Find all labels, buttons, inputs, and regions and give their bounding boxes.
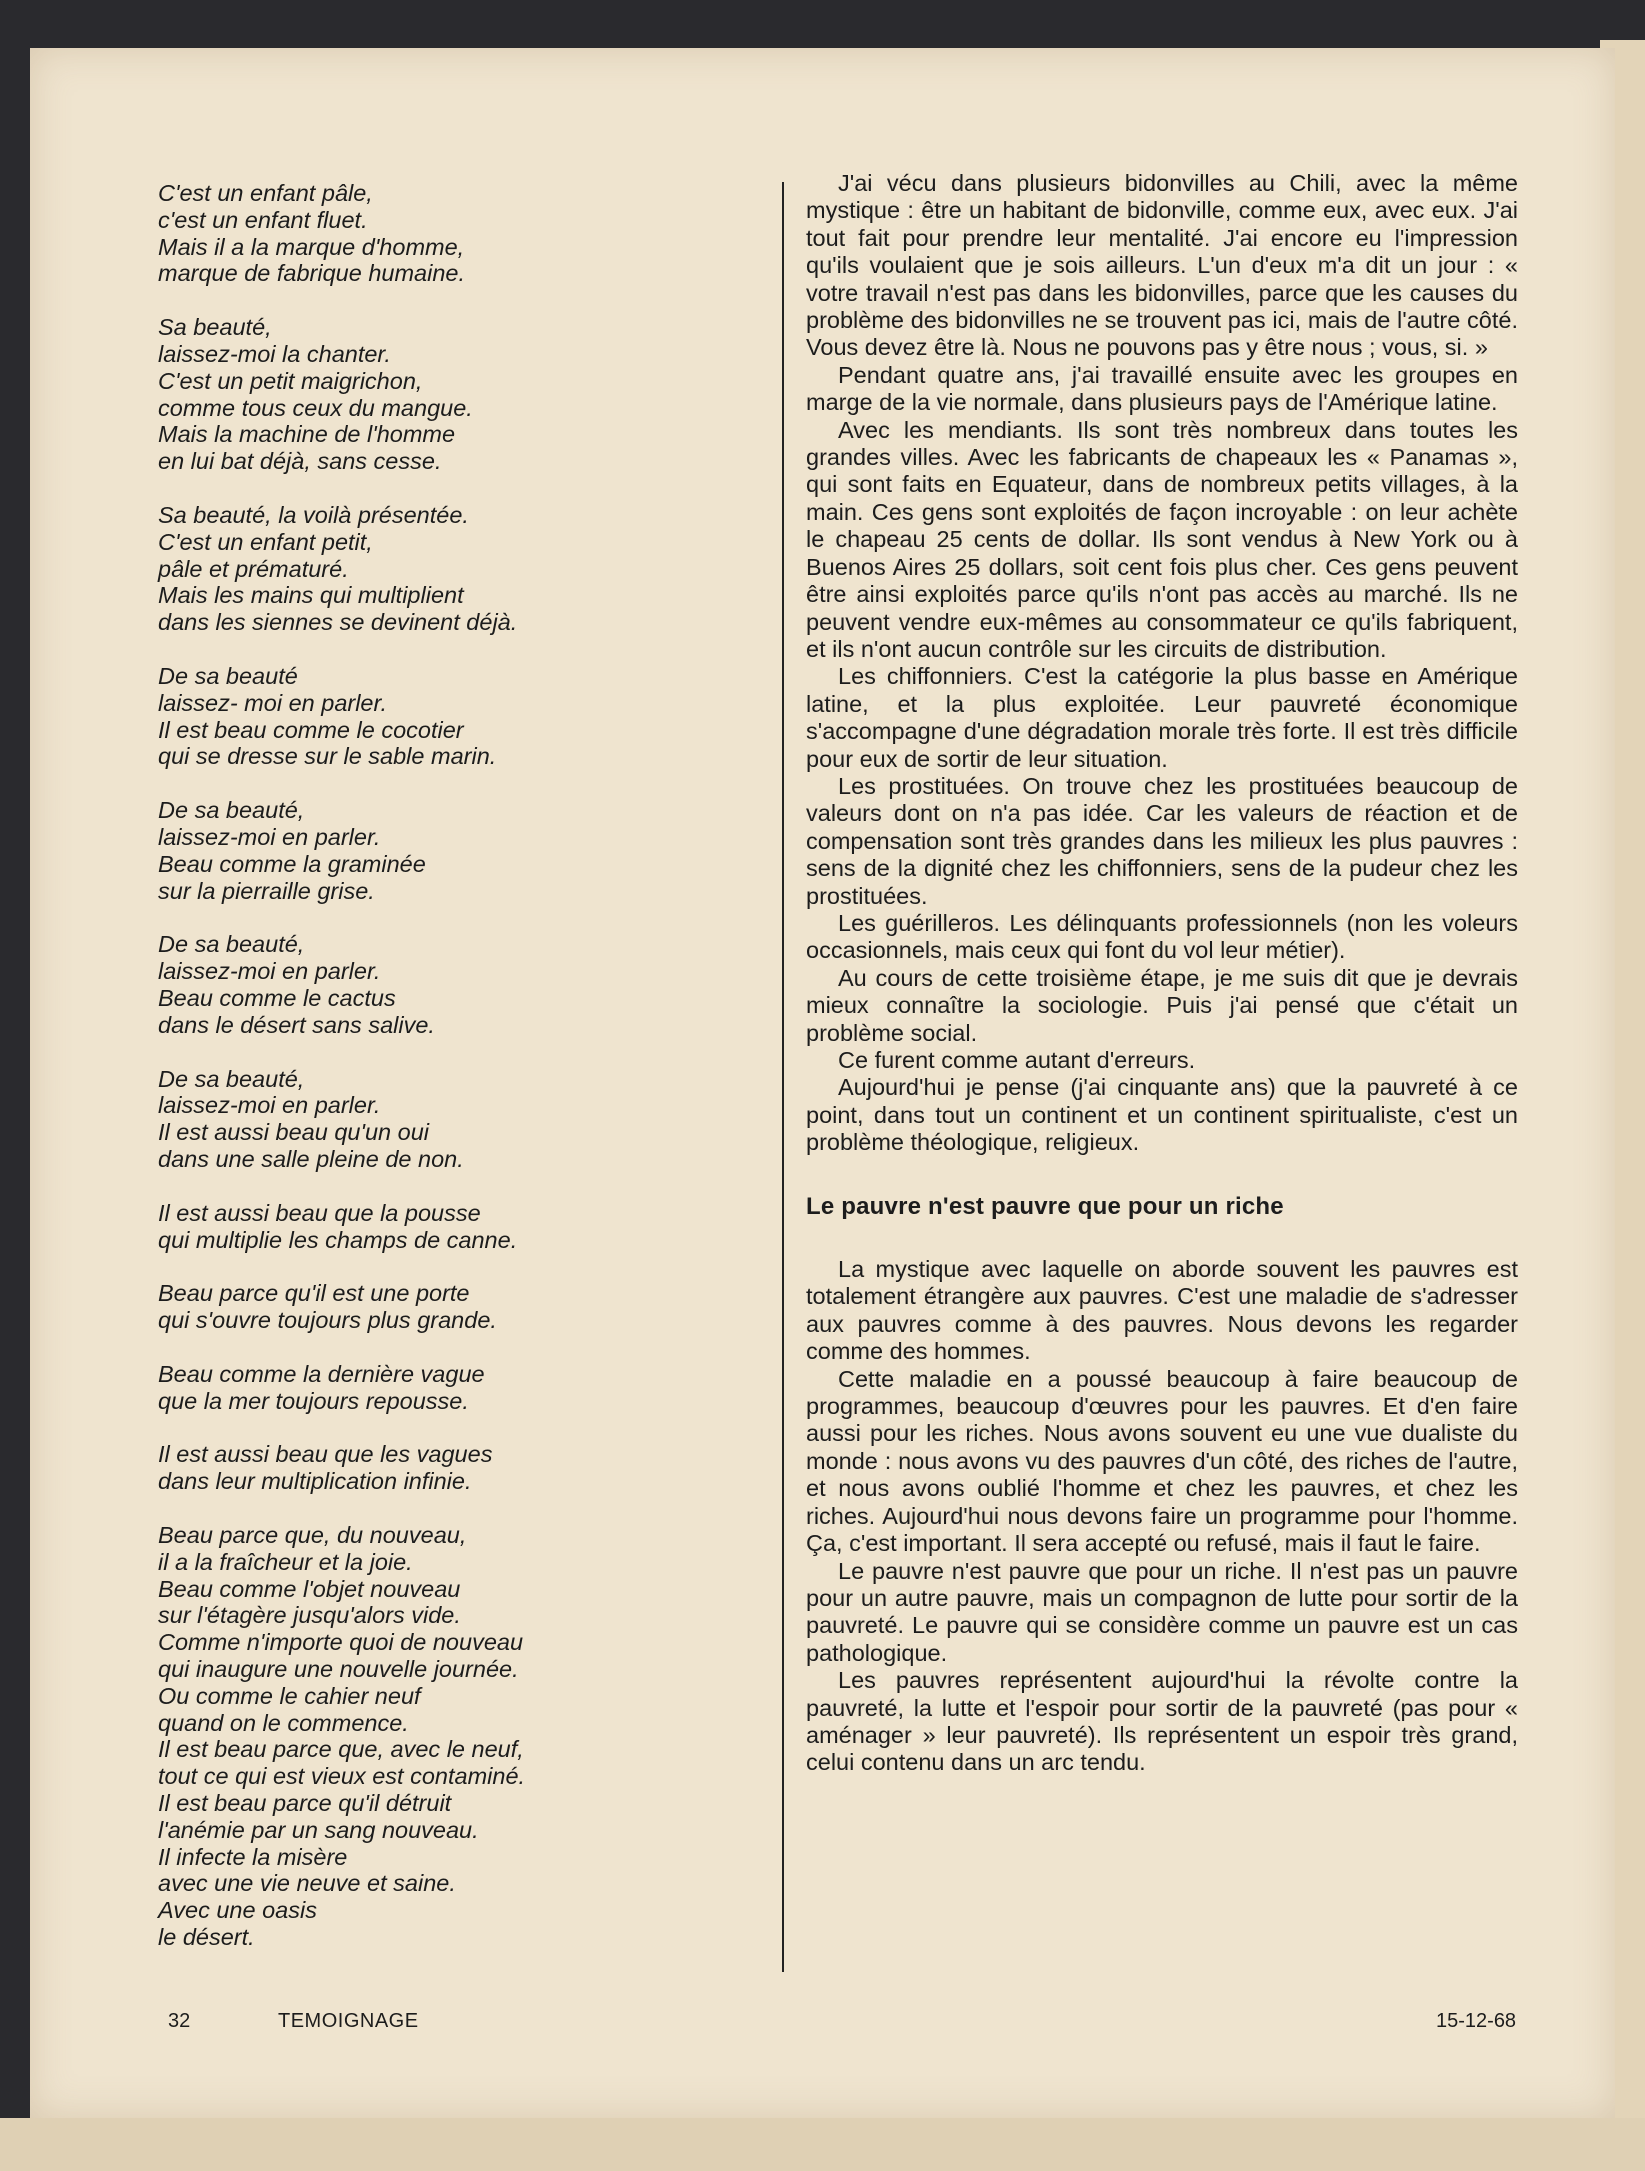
poem-line: De sa beauté [158, 662, 298, 689]
poem-line: c'est un enfant fluet. [158, 206, 368, 233]
poem-line: que la mer toujours repousse. [158, 1387, 469, 1414]
section-heading: Le pauvre n'est pauvre que pour un riche [806, 1192, 1284, 1220]
poem-line: qui s'ouvre toujours plus grande. [158, 1307, 497, 1334]
poem-line: Beau comme l'objet nouveau [158, 1575, 461, 1602]
poem-line: laissez- moi en parler. [158, 689, 387, 716]
article-paragraph: J'ai vécu dans plusieurs bidonvilles au Chili, avec la même mystique : être un habitant de bidonville, comme eux, avec eux. J'ai tout fait pour prendre leur mentalité. J'ai encore eu l'impression qu'ils voulaient que je sois ailleurs. L'un d'eux m'a dit un jour : « votre travail n'est pas dans les bidonvilles, parce que les causes du problème des bidonvilles ne se trouvent pas ici, mais de l'autre côté. Vous devez être là. Nous ne pouvons pas y être nous ; vous, si. » [806, 170, 1518, 361]
poem-line: laissez-moi en parler. [158, 1092, 381, 1119]
poem-line: Il est aussi beau qu'un oui [158, 1119, 430, 1146]
poem-line: Beau comme la dernière vague [158, 1360, 485, 1387]
article-paragraph: Les guérilleros. Les délinquants professionnels (non les voleurs occasionnels, mais ceux qui font du vol leur métier). [806, 909, 1518, 964]
poem-line: sur la pierraille grise. [158, 877, 375, 904]
poem-line: dans leur multiplication infinie. [158, 1468, 472, 1495]
poem-line: Il est beau parce qu'il détruit [158, 1790, 452, 1817]
poem-line: De sa beauté, [158, 797, 305, 824]
poem-line: Il est aussi beau que les vagues [158, 1441, 493, 1468]
poem-line: Avec une oasis [158, 1897, 317, 1924]
article-paragraph: Pendant quatre ans, j'ai travaillé ensuite avec les groupes en marge de la vie normale, dans plusieurs pays de l'Amérique latine. [806, 361, 1518, 416]
poem-line: C'est un enfant petit, [158, 528, 373, 555]
poem-line: Beau parce que, du nouveau, [158, 1522, 467, 1549]
poem-stanza [158, 180, 678, 287]
poem-line: laissez-moi en parler. [158, 958, 381, 985]
poem-line: Mais la machine de l'homme [158, 421, 456, 448]
poem-line: en lui bat déjà, sans cesse. [158, 448, 442, 475]
poem-line: C'est un petit maigrichon, [158, 367, 423, 394]
article-paragraph: La mystique avec laquelle on aborde souvent les pauvres est totalement étrangère aux pauvres. C'est une maladie de s'adresser aux pauvres comme à des pauvres. Nous devons les regarder comme des hommes. [806, 1256, 1518, 1365]
poem-column [158, 180, 678, 1978]
poem-line: Ou comme le cahier neuf [158, 1682, 421, 1709]
poem-line: qui se dresse sur le sable marin. [158, 743, 497, 770]
poem-line: qui inaugure une nouvelle journée. [158, 1656, 519, 1683]
poem-line: Sa beauté, [158, 314, 272, 341]
poem-line: sur l'étagère jusqu'alors vide. [158, 1602, 461, 1629]
column-divider [782, 182, 784, 1972]
article-paragraph: Aujourd'hui je pense (j'ai cinquante ans) que la pauvreté à ce point, dans tout un continent et un continent spiritualiste, c'est un problème théologique, religieux. [806, 1074, 1518, 1156]
article-paragraph: Avec les mendiants. Ils sont très nombreux dans toutes les grandes villes. Avec les fabricants de chapeaux les « Panamas », qui sont faits en Equateur, dans de nombreux petits villages, à la main. Ces gens sont exploités de façon incroyable : on leur achète le chapeau 25 cents de dollar. Ils sont vendus à New York ou à Buenos Aires 25 dollars, soit cent fois plus cher. Ces gens peuvent être ainsi exploités parce qu'ils n'ont pas accès au marché. Ils ne peuvent vendre eux-mêmes au consommateur ce qu'ils fabriquent, et ils n'ont aucun contrôle sur les circuits de distribution. [806, 416, 1518, 662]
issue-date: 15-12-68 [1436, 2010, 1517, 2032]
article-paragraph: Le pauvre n'est pauvre que pour un riche. Il n'est pas un pauvre pour un autre pauvre, mais un compagnon de lutte pour sortir de la pauvreté. Le pauvre qui se considère comme un pauvre est un cas pathologique. [806, 1557, 1518, 1666]
poem-line: l'anémie par un sang nouveau. [158, 1816, 479, 1843]
poem-line: le désert. [158, 1924, 255, 1951]
poem-line: C'est un enfant pâle, [158, 180, 373, 206]
poem-line: Il est beau comme le cocotier [158, 716, 464, 743]
poem-line: marque de fabrique humaine. [158, 260, 466, 287]
page-number: 32 [168, 2010, 191, 2032]
article-paragraph: Ce furent comme autant d'erreurs. [838, 1047, 1196, 1073]
poem-line: laissez-moi en parler. [158, 823, 381, 850]
article-paragraphs-part-1 [806, 170, 1518, 1157]
poem-stanza [158, 1066, 678, 1173]
page-bottom-edge [0, 2118, 1645, 2171]
poem-line: Beau comme le cactus [158, 984, 396, 1011]
poem-line: dans une salle pleine de non. [158, 1145, 464, 1172]
poem-stanza [158, 1522, 678, 1951]
poem-stanza [158, 314, 678, 475]
poem-stanza [158, 1280, 678, 1334]
poem-line: Mais les mains qui multiplient [158, 582, 464, 609]
poem-line: tout ce qui est vieux est contaminé. [158, 1763, 526, 1790]
article-paragraphs-part-2 [806, 1256, 1518, 1777]
poem-stanza [158, 931, 678, 1038]
article-paragraph: Les prostituées. On trouve chez les prostituées beaucoup de valeurs dont on n'a pas idée. Car les valeurs de réaction et de compensation sont très grandes dans les milieux les plus pauvres : sens de la dignité chez les chiffonniers, sens de la pudeur chez les prostituées. [806, 772, 1518, 909]
poem-line: Mais il a la marque d'homme, [158, 233, 465, 260]
poem-stanza [158, 663, 678, 770]
poem-line: il a la fraîcheur et la joie. [158, 1548, 413, 1575]
poem-stanza [158, 1361, 678, 1415]
poem-line: Beau parce qu'il est une porte [158, 1280, 470, 1307]
poem-line: Sa beauté, la voilà présentée. [158, 501, 469, 528]
poem-line: comme tous ceux du mangue. [158, 394, 473, 421]
poem-stanza [158, 502, 678, 636]
poem-line: Comme n'importe quoi de nouveau [158, 1629, 524, 1656]
poem-line: avec une vie neuve et saine. [158, 1870, 456, 1897]
article-paragraph: Cette maladie en a poussé beaucoup à faire beaucoup de programmes, beaucoup d'œuvres pour les pauvres. Et d'en faire aussi pour les riches. Nous avons souvent eu une vue dualiste du monde : nous avons vu des pauvres d'un côté, des riches de l'autre, et nous avons oublié l'homme et chez les pauvres, et chez les riches. Aujourd'hui nous devons faire un programme pour l'homme. Ça, c'est important. Il sera accepté ou refusé, mais il faut le faire. [806, 1365, 1518, 1557]
article-paragraph: Les pauvres représentent aujourd'hui la révolte contre la pauvreté, la lutte et l'espoir pour sortir de la pauvreté (pas pour « aménager » leur pauvreté). Ils représentent un espoir très grand, celui contenu dans un arc tendu. [806, 1667, 1518, 1776]
poem-stanza [158, 1441, 678, 1495]
poem-line: Il est aussi beau que la pousse [158, 1199, 481, 1226]
article-paragraph: Au cours de cette troisième étape, je me suis dit que je devrais mieux connaître la sociologie. Puis j'ai pensé que c'était un problème social. [806, 964, 1518, 1046]
publication-name: TEMOIGNAGE [278, 2010, 419, 2032]
poem-line: Il infecte la misère [158, 1843, 348, 1870]
article-paragraph: Les chiffonniers. C'est la catégorie la plus basse en Amérique latine, et la plus exploitée. Leur pauvreté économique s'accompagne d'une dégradation morale très forte. Il est très difficile pour eux de sortir de leur situation. [806, 663, 1518, 772]
poem-line: De sa beauté, [158, 1065, 305, 1092]
poem-line: Il est beau parce que, avec le neuf, [158, 1736, 524, 1763]
poem-line: qui multiplie les champs de canne. [158, 1226, 518, 1253]
poem-line: dans les siennes se devinent déjà. [158, 609, 518, 636]
poem-line: dans le désert sans salive. [158, 1011, 435, 1038]
poem-line: laissez-moi la chanter. [158, 340, 391, 367]
poem-stanza [158, 797, 678, 904]
poem-line: Beau comme la graminée [158, 850, 426, 877]
article-column [806, 170, 1518, 1777]
poem-line: quand on le commence. [158, 1709, 409, 1736]
poem-stanza [158, 1200, 678, 1254]
poem-line: De sa beauté, [158, 931, 305, 958]
poem-line: pâle et prématuré. [158, 555, 349, 582]
